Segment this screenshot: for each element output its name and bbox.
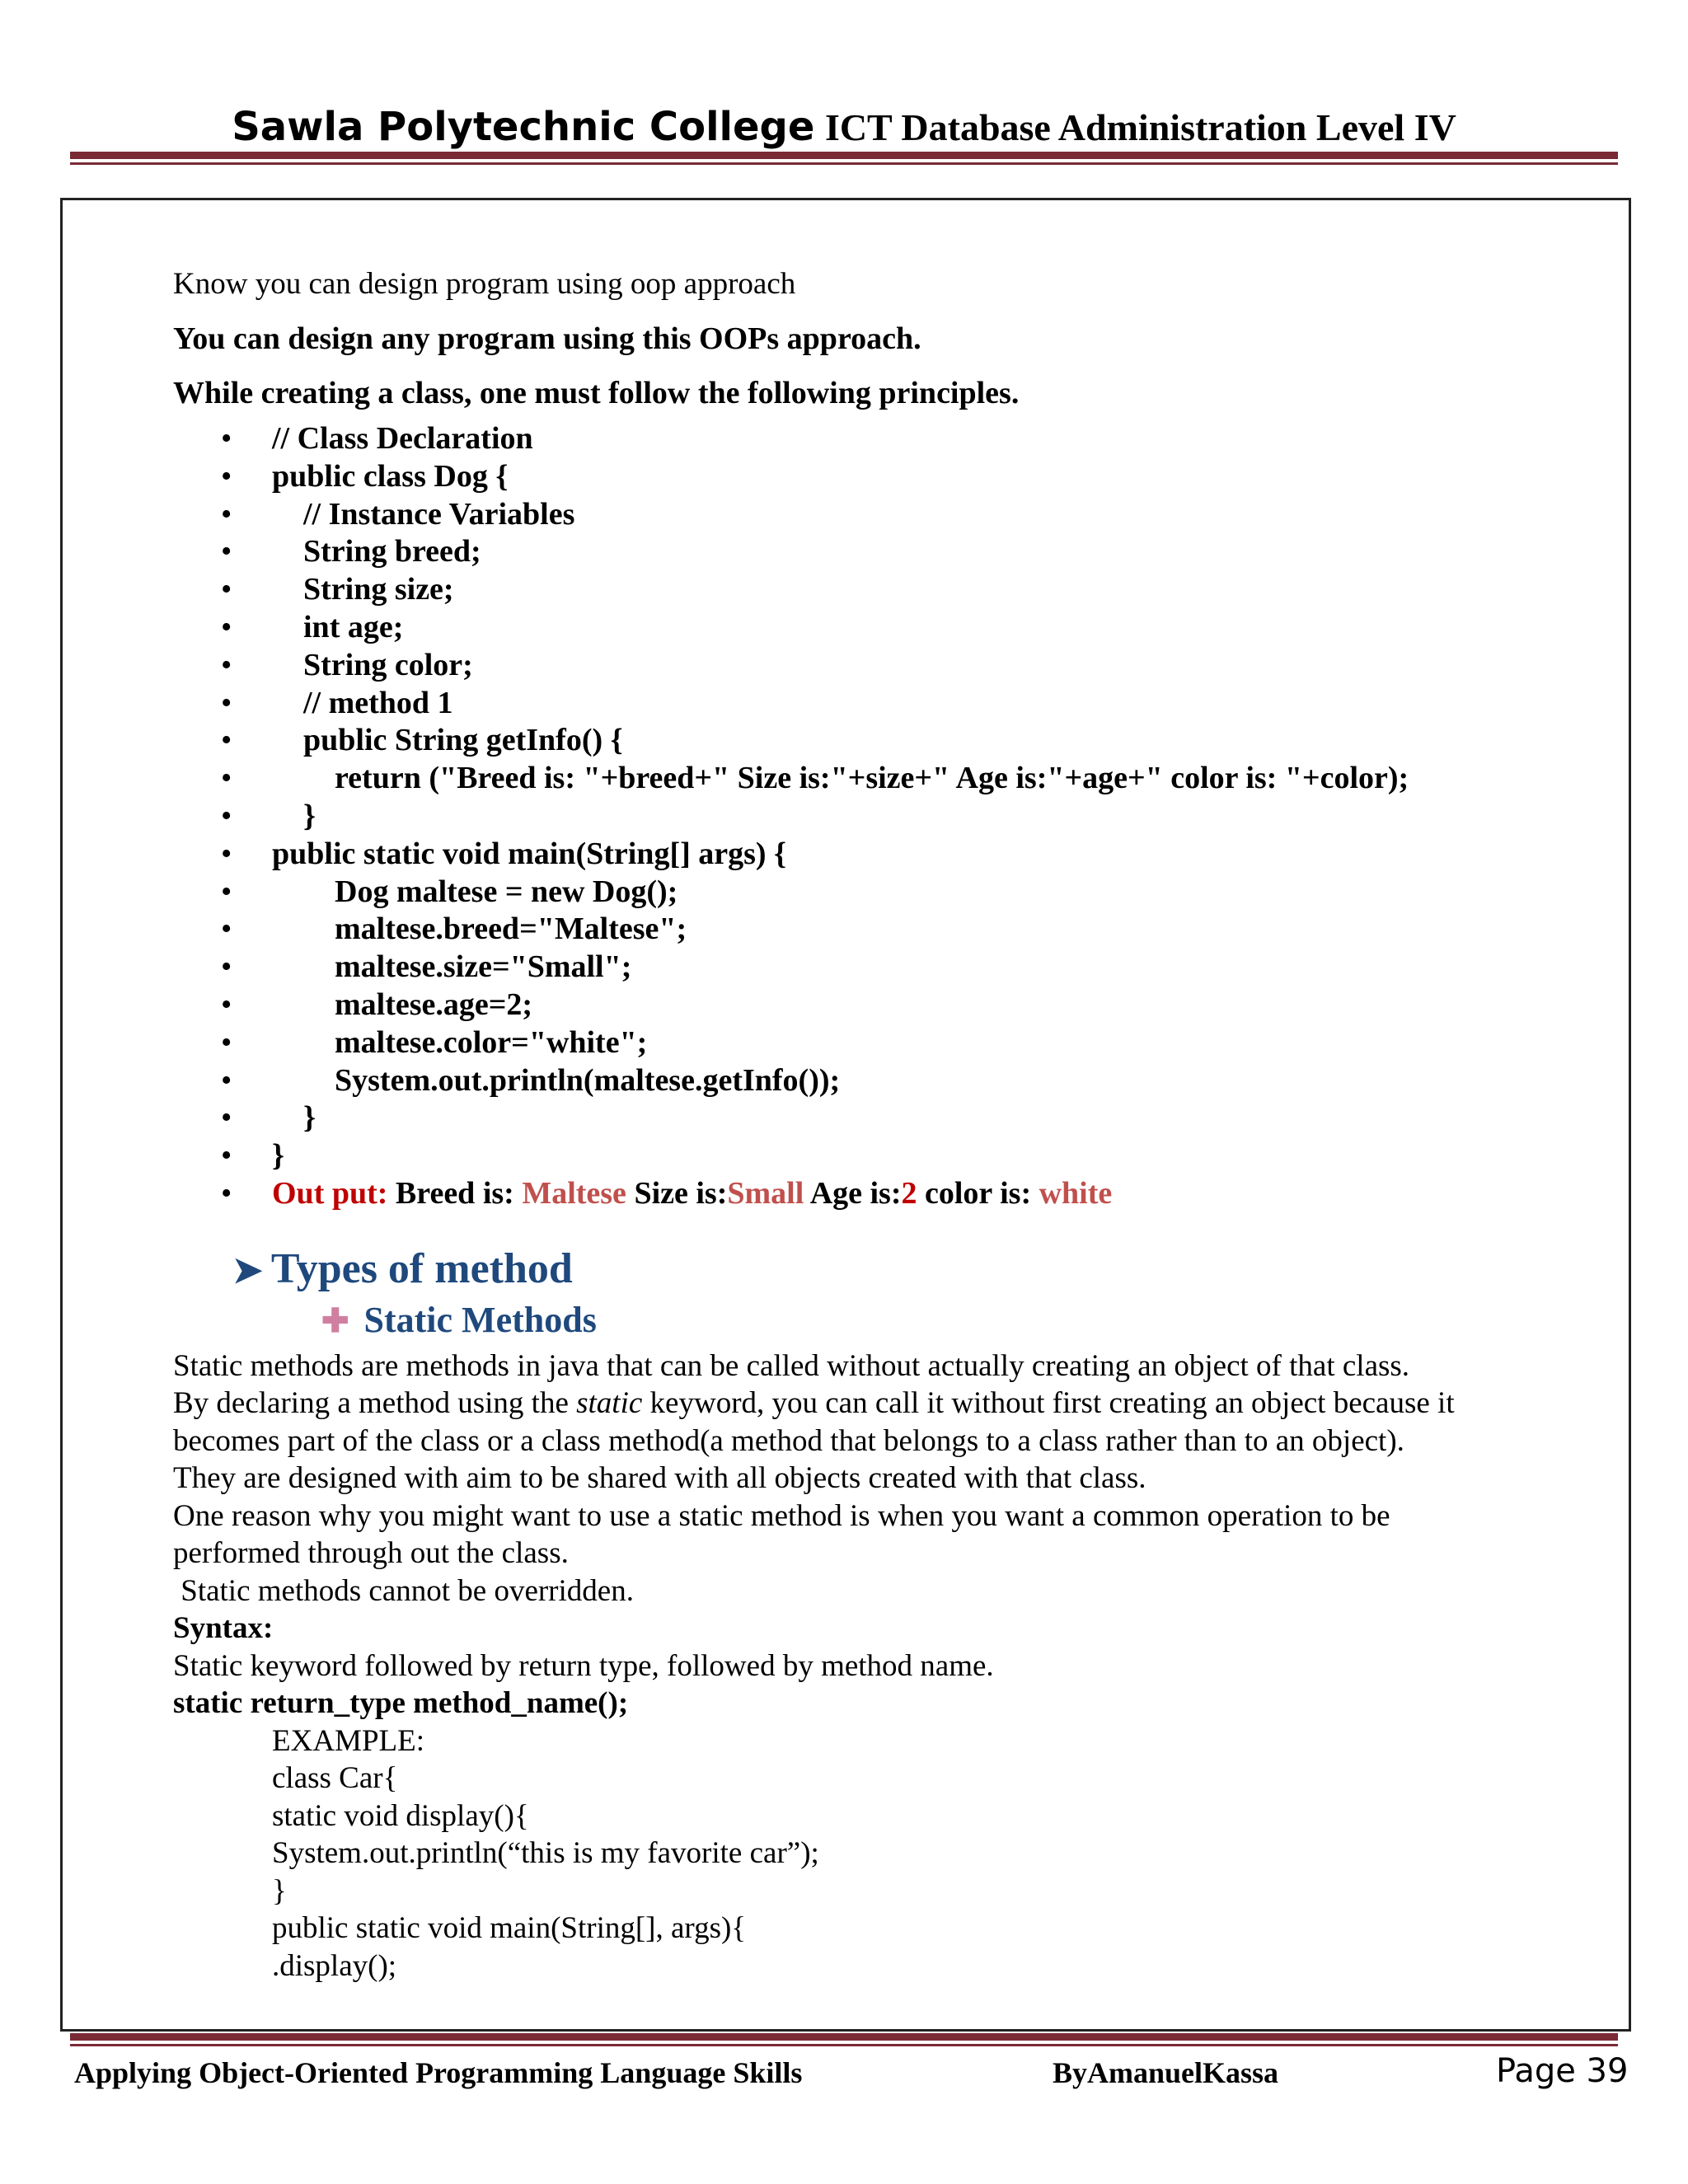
code-text: public class Dog {: [272, 458, 509, 494]
header-college: Sawla Polytechnic College: [232, 104, 815, 150]
output-color-label: color is:: [925, 1175, 1032, 1211]
code-line: [173, 798, 1574, 836]
code-line: [173, 685, 1574, 723]
section-heading-text: Types of method: [270, 1244, 573, 1292]
static-methods-body: [173, 1347, 1574, 1985]
bullet-icon: •: [221, 609, 232, 644]
code-text: maltese.color="white";: [272, 1024, 648, 1060]
bullet-icon: •: [221, 458, 232, 494]
section-heading: [232, 1243, 1574, 1297]
bullet-icon: •: [221, 912, 232, 947]
paragraph-line: becomes part of the class or a class method(a method that belongs to a class rather than to an object).: [173, 1423, 1404, 1458]
example-block: [173, 1722, 1574, 1985]
bullet-icon: •: [221, 496, 232, 532]
code-text: String size;: [272, 572, 454, 607]
bullet-icon: •: [221, 647, 232, 682]
code-line: [173, 1137, 1574, 1175]
code-text: public String getInfo() {: [272, 723, 623, 758]
bullet-icon: •: [221, 1062, 232, 1098]
code-line: [173, 571, 1574, 609]
code-text: // Class Declaration: [272, 421, 533, 456]
code-line: [173, 533, 1574, 571]
example-line: class Car{: [272, 1761, 398, 1796]
code-text: maltese.breed="Maltese";: [272, 912, 687, 947]
arrow-bullet-icon: ➤: [232, 1249, 263, 1291]
paragraph-line: Static methods are methods in java that can be called without actually creating an object of that class.: [173, 1348, 1410, 1383]
code-line: [173, 1099, 1574, 1137]
header-rule-thick: [70, 152, 1618, 159]
bullet-icon: •: [221, 949, 232, 985]
code-line: [173, 911, 1574, 949]
code-line: [173, 722, 1574, 760]
code-line: [173, 609, 1574, 647]
code-text: return ("Breed is: "+breed+" Size is:"+size+" Age is:"+age+" color is: "+color);: [272, 761, 1409, 796]
bullet-icon: •: [221, 1175, 232, 1211]
example-line: }: [272, 1873, 287, 1908]
page-content: [173, 265, 1574, 1985]
static-keyword: static: [576, 1386, 643, 1421]
code-text: }: [272, 798, 316, 833]
syntax-label: Syntax:: [173, 1611, 274, 1646]
code-text: String color;: [272, 647, 473, 682]
bullet-icon: •: [221, 874, 232, 909]
output-age-value: 2: [901, 1175, 917, 1211]
code-listing: [173, 420, 1574, 1213]
syntax-code: static return_type method_name();: [173, 1686, 629, 1721]
code-text: }: [272, 1100, 316, 1136]
paragraph-line: By declaring a method using the static keyword, you can call it without first creating an object because it: [173, 1386, 1455, 1421]
code-text: System.out.println(maltese.getInfo());: [272, 1062, 841, 1098]
code-text: public static void main(String[] args) {: [272, 836, 787, 871]
output-size-value: Small: [727, 1175, 804, 1211]
code-text: maltese.size="Small";: [272, 949, 632, 985]
footer-course: Applying Object-Oriented Programming Language Skills: [74, 2056, 803, 2089]
intro-line-3: While creating a class, one must follow the following principles.: [173, 376, 1020, 410]
example-line: System.out.println(“this is my favorite car”);: [272, 1836, 819, 1871]
code-line: [173, 458, 1574, 496]
example-line: static void display(){: [272, 1798, 529, 1833]
bullet-icon: •: [221, 421, 232, 456]
bullet-icon: •: [221, 798, 232, 833]
code-text: String breed;: [272, 534, 481, 569]
bullet-icon: •: [221, 1100, 232, 1136]
example-line: public static void main(String[], args){: [272, 1911, 747, 1946]
paragraph-line: performed through out the class.: [173, 1536, 569, 1571]
paragraph-line: They are designed with aim to be shared with all objects created with that class.: [173, 1461, 1146, 1496]
code-text: maltese.age=2;: [272, 987, 533, 1022]
output-line: [173, 1175, 1574, 1213]
header-program: ICT Database Administration Level IV: [824, 106, 1456, 148]
subsection-heading-text: Static Methods: [363, 1299, 597, 1340]
bullet-icon: •: [221, 836, 232, 871]
footer-author: ByAmanuelKassa: [1053, 2056, 1279, 2089]
syntax-description: Static keyword followed by return type, followed by method name.: [173, 1648, 994, 1683]
paragraph-line: Static methods cannot be overridden.: [173, 1573, 634, 1608]
output-breed-label: Breed is:: [395, 1175, 514, 1211]
output-label: Out put:: [272, 1175, 388, 1211]
intro-line-2: You can design any program using this OOPs approach.: [173, 321, 921, 356]
bullet-icon: •: [221, 761, 232, 796]
code-line: [173, 760, 1574, 798]
code-line: [173, 949, 1574, 987]
header-rule-thin: [70, 162, 1618, 165]
paragraph-line: One reason why you might want to use a static method is when you want a common operation to be: [173, 1498, 1390, 1533]
code-text: // method 1: [272, 685, 453, 720]
code-text: }: [272, 1138, 284, 1174]
output-age-label: Age is:: [809, 1175, 902, 1211]
subsection-heading: [321, 1297, 1574, 1344]
example-line: EXAMPLE:: [272, 1723, 424, 1758]
bullet-icon: •: [221, 534, 232, 569]
code-text: int age;: [272, 609, 404, 644]
code-line: [173, 647, 1574, 685]
code-line: [173, 1024, 1574, 1062]
code-line: [173, 496, 1574, 534]
footer-rule-thin: [70, 2044, 1618, 2046]
intro-line-1: Know you can design program using oop approach: [173, 267, 796, 301]
bullet-icon: •: [221, 987, 232, 1022]
page-header: [0, 97, 1688, 157]
bullet-icon: •: [221, 1138, 232, 1174]
output-breed-value: Maltese: [522, 1175, 626, 1211]
code-line: [173, 420, 1574, 458]
bullet-icon: •: [221, 572, 232, 607]
footer-rule-thick: [70, 2033, 1618, 2041]
output-size-label: Size is:: [634, 1175, 728, 1211]
code-text: Dog maltese = new Dog();: [272, 874, 678, 909]
star-bullet-icon: ✚: [321, 1301, 349, 1339]
bullet-icon: •: [221, 723, 232, 758]
bullet-icon: •: [221, 685, 232, 720]
footer-page-number: Page 39: [1496, 2052, 1629, 2090]
output-color-value: white: [1039, 1175, 1113, 1211]
code-line: [173, 1062, 1574, 1100]
code-line: [173, 874, 1574, 912]
code-line: [173, 987, 1574, 1024]
code-line: [173, 836, 1574, 874]
bullet-icon: •: [221, 1024, 232, 1060]
code-text: // Instance Variables: [272, 496, 575, 532]
example-line: .display();: [272, 1948, 397, 1983]
